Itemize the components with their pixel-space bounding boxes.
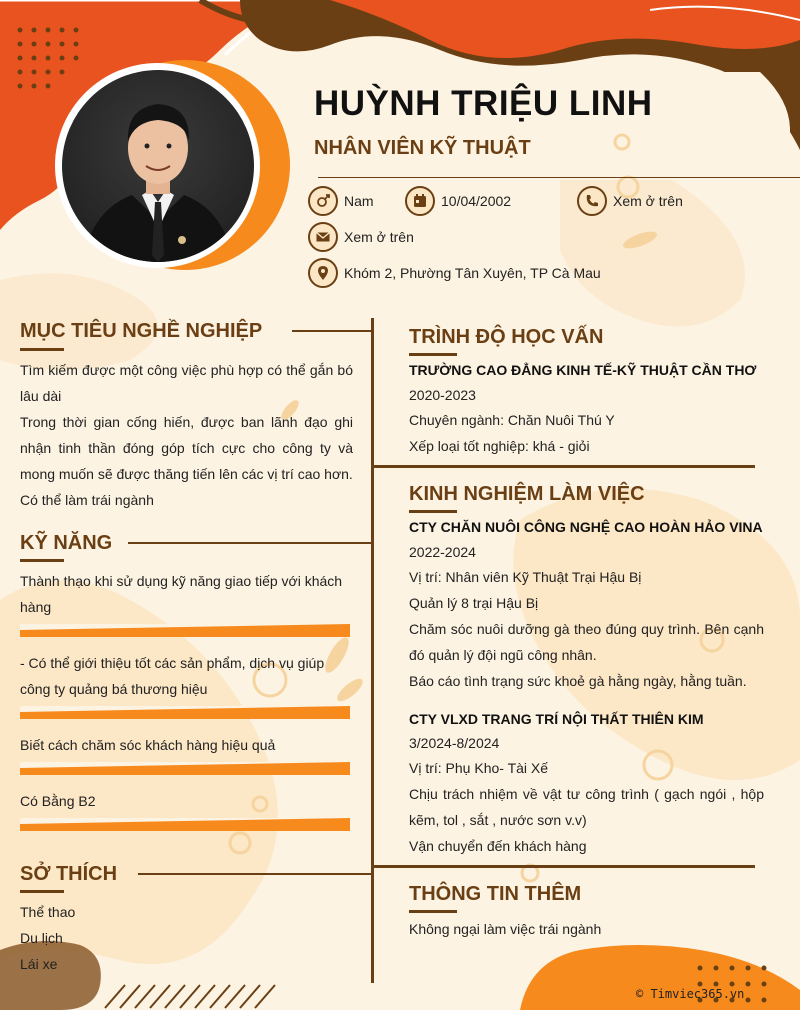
location-pin-icon [308,258,338,288]
job-detail: Báo cáo tình trạng sức khoẻ gà hằng ngày, hằng tuần. [409,673,747,689]
gender-icon [308,186,338,216]
education-major: Chuyên ngành: Chăn Nuôi Thú Y [409,412,615,428]
extra-info-underline [409,910,457,913]
gender-value: Nam [344,193,374,209]
experience-rule [373,865,755,868]
extra-info-text: Không ngại làm việc trái ngành [409,921,602,937]
skill-label: Biết cách chăm sóc khách hàng hiệu quả [20,737,276,753]
phone-icon [577,186,607,216]
address-value: Khóm 2, Phường Tân Xuyên, TP Cà Mau [344,265,601,281]
calendar-icon [405,186,435,216]
job-period: 3/2024-8/2024 [409,735,500,751]
skill-label: Thành thạo khi sử dụng kỹ năng giao tiếp với khách hàng [20,573,343,615]
job-detail: Chịu trách nhiệm về vật tư công trình ( gạch ngói , hộp kẽm, tol , sắt , nước sơn v.v) [409,786,764,828]
objective-title: MỤC TIÊU NGHỀ NGHIỆP [20,320,263,342]
avatar [62,70,254,262]
hobbies-title: SỞ THÍCH [20,863,118,885]
column-divider [371,318,374,983]
birthday-info [405,186,511,216]
skills-underline [20,559,64,562]
email-icon [308,222,338,252]
hobby-item: Du lịch [20,930,63,946]
hobby-item: Lái xe [20,956,58,972]
skill-label: - Có thể giới thiệu tốt các sản phẩm, dịch vụ giúp công ty quảng bá thương hiệu [20,655,325,697]
education-grade: Xếp loại tốt nghiệp: khá - giỏi [409,438,590,454]
skill-level-bar [20,818,350,831]
candidate-name: HUỲNH TRIỆU LINH [314,84,653,123]
experience-title: KINH NGHIỆM LÀM VIỆC [409,483,645,505]
job-detail: Quản lý 8 trại Hậu Bị [409,595,539,611]
email-value: Xem ở trên [344,229,414,245]
skill-level-bar [20,762,350,775]
birthday-value: 10/04/2002 [441,193,512,209]
skill-level-bar [20,624,350,637]
skills-rule [128,542,372,544]
education-school: TRƯỜNG CAO ĐẲNG KINH TẾ-KỸ THUẬT CẦN THƠ [409,362,757,378]
skills-title: KỸ NĂNG [20,532,113,554]
job-detail: Vị trí: Phụ Kho- Tài Xế [409,760,549,776]
education-period: 2020-2023 [409,387,476,403]
objective-line: Tìm kiếm được một công việc phù hợp có thể gắn bó lâu dài [20,362,353,404]
objective-line: Có thể làm trái ngành [20,492,154,508]
email-info [308,222,414,252]
education-title: TRÌNH ĐỘ HỌC VẤN [409,326,604,348]
education-rule [373,465,755,468]
skill-label: Có Bằng B2 [20,793,96,809]
extra-info-title: THÔNG TIN THÊM [409,883,582,905]
job-period: 2022-2024 [409,544,476,560]
job-detail: Chăm sóc nuôi dưỡng gà theo đúng quy trình. Bên cạnh đó quản lý đội ngũ công nhân. [409,621,764,663]
gender-info [308,186,374,216]
copyright-notice: © Timviec365.vn [636,987,745,1001]
hobbies-underline [20,890,64,893]
job-detail: Vận chuyển đến khách hàng [409,838,587,854]
job-company: CTY VLXD TRANG TRÍ NỘI THẤT THIÊN KIM [409,711,704,727]
skill-level-bar [20,706,350,719]
objective-line: Trong thời gian cống hiến, được ban lãnh đạo ghi nhận tinh thần đóng góp tích cực cho công ty và mong muốn sẽ được thăng tiến lên các vị trí cao hơn. [20,414,353,482]
experience-underline [409,510,457,513]
phone-value: Xem ở trên [613,193,683,209]
job-company: CTY CHĂN NUÔI CÔNG NGHỆ CAO HOÀN HẢO VINA [409,519,763,535]
hobbies-rule [138,873,372,875]
education-underline [409,353,457,356]
header-divider [318,177,800,178]
hobby-item: Thể thao [20,904,76,920]
phone-info [577,186,683,216]
objective-underline [20,348,64,351]
job-detail: Vị trí: Nhân viên Kỹ Thuật Trại Hậu Bị [409,569,642,585]
job-title: NHÂN VIÊN KỸ THUẬT [314,137,531,159]
objective-rule [292,330,372,332]
address-info [308,258,601,288]
